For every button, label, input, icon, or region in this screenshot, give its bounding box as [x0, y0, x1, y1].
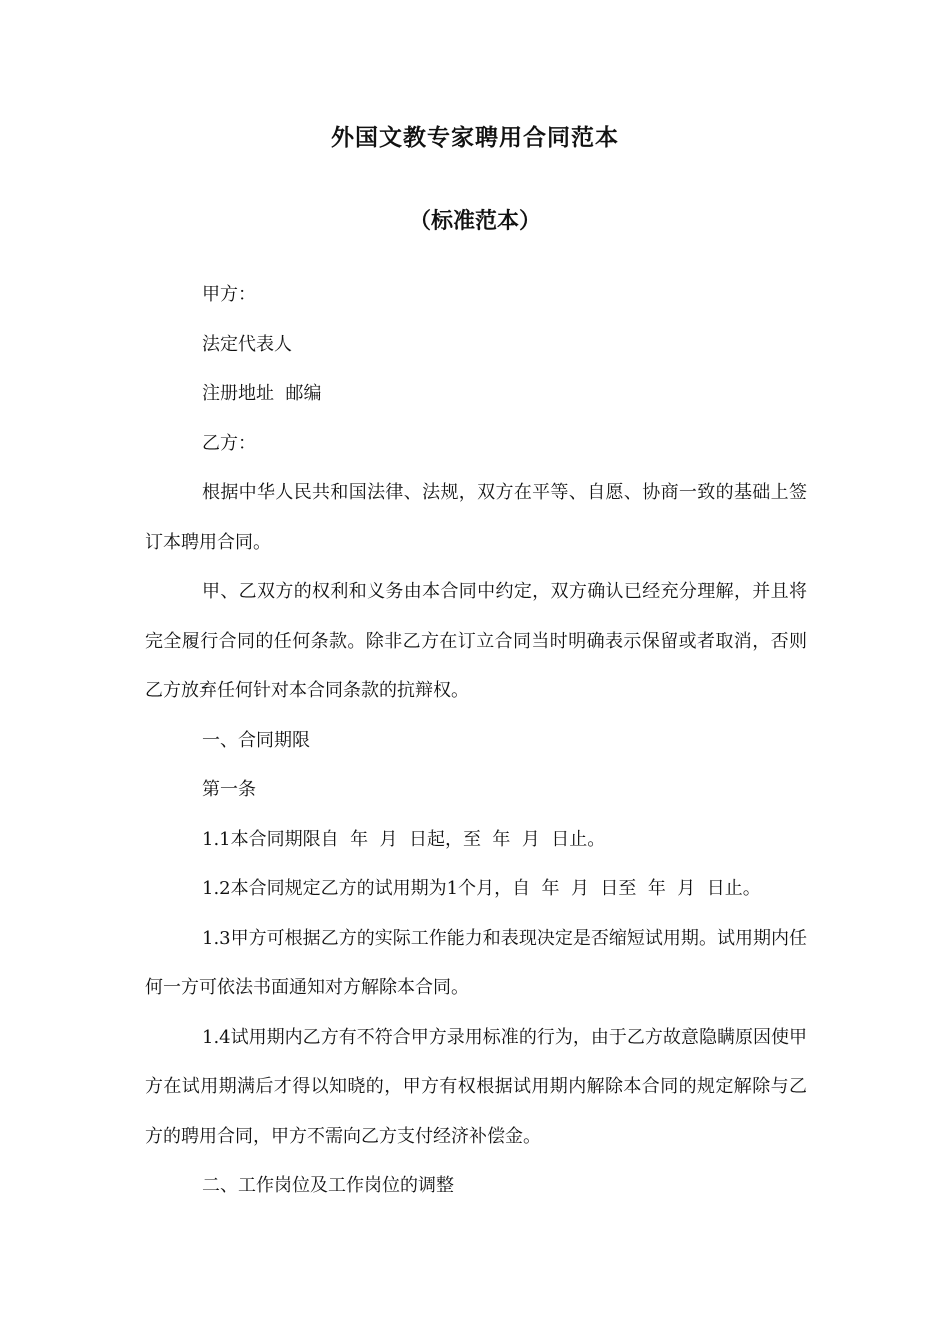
- party-b-line: 乙方：: [202, 432, 256, 454]
- section-heading-position: 二、工作岗位及工作岗位的调整: [202, 1175, 454, 1196]
- party-a-line: 甲方：: [202, 284, 256, 305]
- clause-1-1: 1.1本合同期限自 年 月 日起，至 年 月 日止。: [202, 828, 606, 850]
- clause-1-2: 1.2本合同规定乙方的试用期为1个月，自 年 月 日至 年 月 日止。: [202, 878, 761, 899]
- clause-1-3: 1.3甲方可根据乙方的实际工作能力和表现决定是否缩短试用期。试用期内任何一方可依法书面通知对方解除本合同。: [145, 927, 807, 998]
- document-body: [145, 270, 807, 1211]
- section-heading-contract-term: 一、合同期限: [202, 729, 310, 751]
- rights-obligations-paragraph: 甲、乙双方的权利和义务由本合同中约定，双方确认已经充分理解，并且将完全履行合同的任何条款。除非乙方在订立合同当时明确表示保留或者取消，否则乙方放弃任何针对本合同条款的抗辩权。: [145, 581, 807, 701]
- document-subtitle: （标准范本）: [408, 209, 541, 234]
- article-heading-first: 第一条: [202, 779, 256, 800]
- clause-1-4: 1.4试用期内乙方有不符合甲方录用标准的行为，由于乙方故意隐瞒原因使甲方在试用期满后才得以知晓的，甲方有权根据试用期内解除本合同的规定解除与乙方的聘用合同，甲方不需向乙方支付经济补偿金。: [145, 1026, 807, 1147]
- document-title: 外国文教专家聘用合同范本: [331, 125, 619, 151]
- preamble-paragraph: 根据中华人民共和国法律、法规，双方在平等、自愿、协商一致的基础上签订本聘用合同。: [145, 482, 807, 553]
- registered-address-line: 注册地址 邮编: [202, 383, 322, 404]
- legal-representative-line: 法定代表人: [202, 333, 292, 355]
